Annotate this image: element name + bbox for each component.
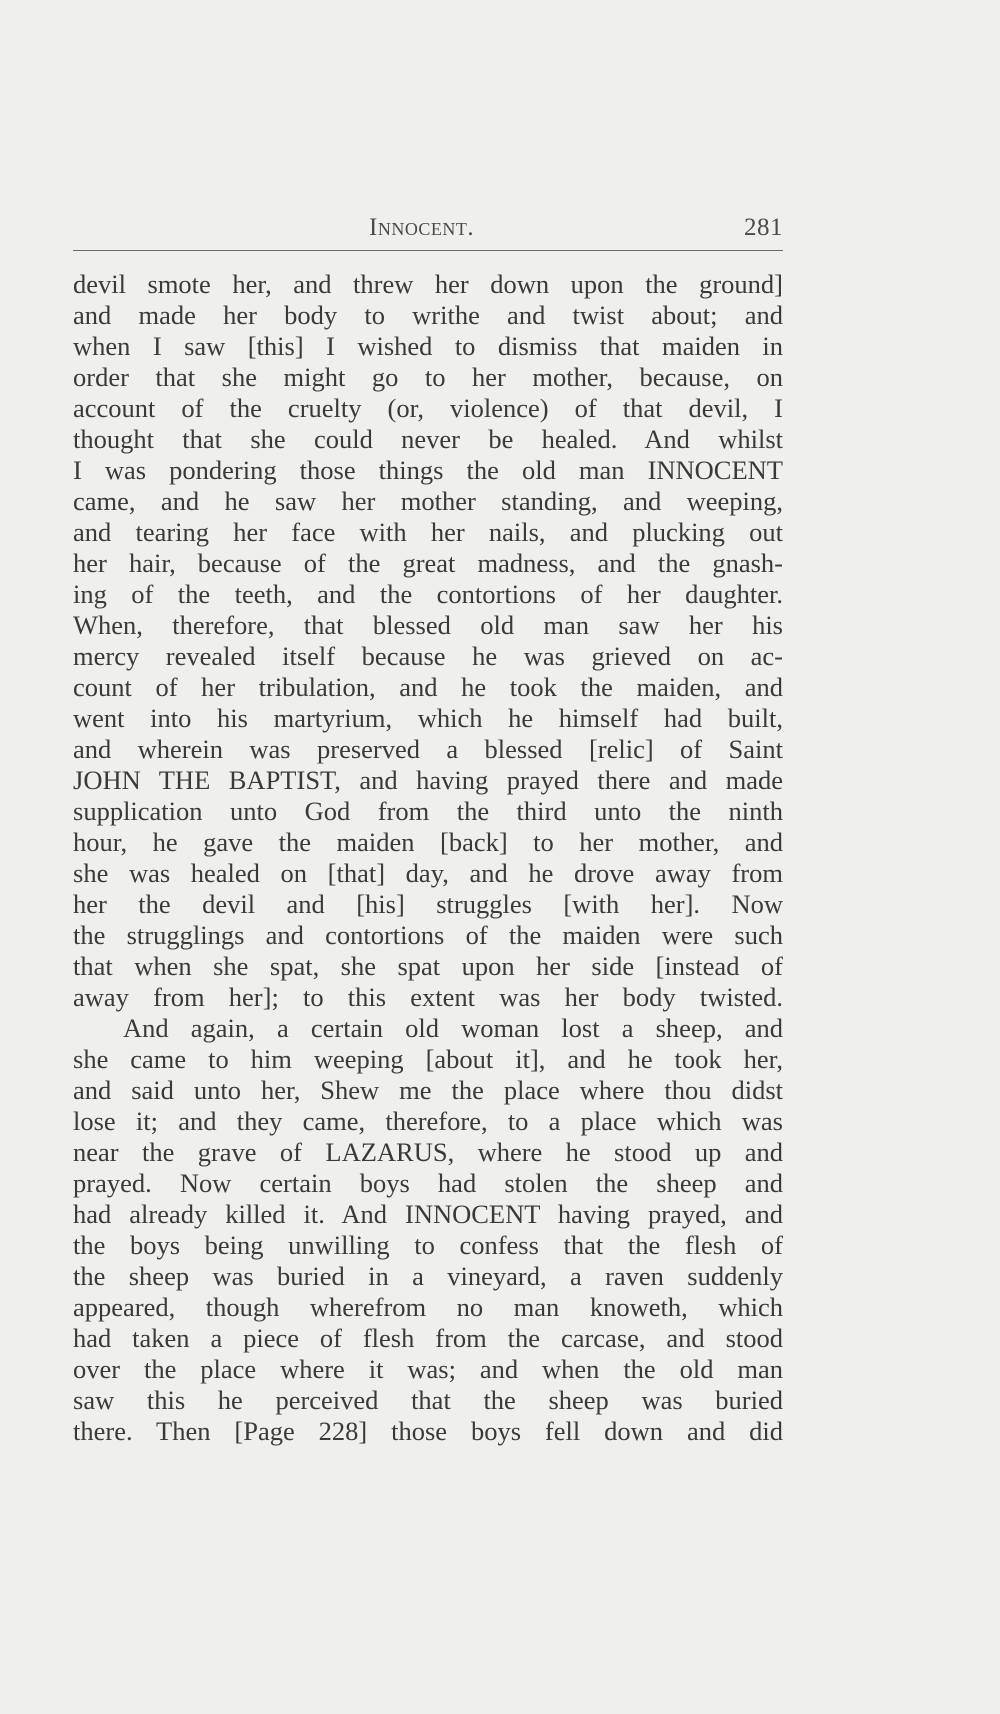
text-line: she came to him weeping [about it], and he took her,: [73, 1044, 783, 1074]
text-line: had already killed it. And INNOCENT having prayed, and: [73, 1199, 783, 1229]
text-line: When, therefore, that blessed old man saw her his: [73, 610, 783, 640]
text-line: JOHN THE BAPTIST, and having prayed there and made: [73, 765, 783, 795]
text-line: and said unto her, Shew me the place where thou didst: [73, 1075, 783, 1105]
text-line: the boys being unwilling to confess that the flesh of: [73, 1230, 783, 1260]
text-line: away from her]; to this extent was her body twisted.: [73, 982, 783, 1012]
text-line: went into his martyrium, which he himself had built,: [73, 703, 783, 733]
text-line: supplication unto God from the third unto the ninth: [73, 796, 783, 826]
text-line: I was pondering those things the old man INNOCENT: [73, 455, 783, 485]
page-number: 281: [744, 214, 783, 241]
text-line: hour, he gave the maiden [back] to her mother, and: [73, 827, 783, 857]
text-line: had taken a piece of flesh from the carcase, and stood: [73, 1323, 783, 1353]
text-line: lose it; and they came, therefore, to a place which was: [73, 1106, 783, 1136]
text-line: her the devil and [his] struggles [with her]. Now: [73, 889, 783, 919]
text-line: near the grave of LAZARUS, where he stood up and: [73, 1137, 783, 1167]
running-title: Innocent.: [369, 214, 475, 241]
header-rule: [73, 250, 783, 251]
text-line: came, and he saw her mother standing, and weeping,: [73, 486, 783, 516]
text-line: account of the cruelty (or, violence) of that devil, I: [73, 393, 783, 423]
text-line: that when she spat, she spat upon her side [instead of: [73, 951, 783, 981]
text-line: she was healed on [that] day, and he drove away from: [73, 858, 783, 888]
book-page: [73, 214, 783, 1447]
running-head: [73, 214, 783, 248]
text-line: devil smote her, and threw her down upon the ground]: [73, 269, 783, 299]
text-line: mercy revealed itself because he was grieved on ac-: [73, 641, 783, 671]
text-line: there. Then [Page 228] those boys fell down and did: [73, 1416, 783, 1446]
text-line: thought that she could never be healed. And whilst: [73, 424, 783, 454]
paragraph-first-line: And again, a certain old woman lost a sheep, and: [123, 1013, 783, 1043]
text-line: when I saw [this] I wished to dismiss that maiden in: [73, 331, 783, 361]
text-line: and tearing her face with her nails, and plucking out: [73, 517, 783, 547]
text-line: and made her body to writhe and twist about; and: [73, 300, 783, 330]
text-line: and wherein was preserved a blessed [relic] of Saint: [73, 734, 783, 764]
text-line: the strugglings and contortions of the maiden were such: [73, 920, 783, 950]
text-line: prayed. Now certain boys had stolen the sheep and: [73, 1168, 783, 1198]
text-line: her hair, because of the great madness, and the gnash-: [73, 548, 783, 578]
text-line: appeared, though wherefrom no man knoweth, which: [73, 1292, 783, 1322]
text-line: order that she might go to her mother, because, on: [73, 362, 783, 392]
text-line: the sheep was buried in a vineyard, a raven suddenly: [73, 1261, 783, 1291]
body-text: [73, 269, 783, 1447]
text-line: saw this he perceived that the sheep was buried: [73, 1385, 783, 1415]
text-line: ing of the teeth, and the contortions of her daughter.: [73, 579, 783, 609]
text-line: count of her tribulation, and he took the maiden, and: [73, 672, 783, 702]
text-line: over the place where it was; and when the old man: [73, 1354, 783, 1384]
